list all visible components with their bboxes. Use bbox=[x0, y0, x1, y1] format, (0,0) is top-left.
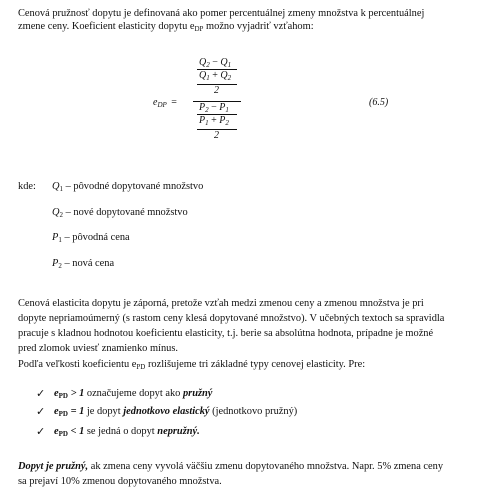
list-item-unit-elastic: $e_{PD} = 1$ je dopyt jednotkovo elastický (jednotkovo pružný) bbox=[54, 406, 298, 418]
para4-line-2: sa prejaví 10% zmenou dopytovaného množstva. bbox=[18, 476, 222, 487]
q-sum: $Q_1 + Q_2$ bbox=[199, 70, 232, 82]
list-item-inelastic: $e_{PD} < 1$ se jedná o dopyt nepružný. bbox=[54, 426, 200, 438]
para4-line-1: Dopyt je pružný, ak zmena ceny vyvolá väčšiu zmenu dopytovaného množstva. Napr. 5% zmena ceny bbox=[18, 461, 444, 472]
equation-number: (6.5) bbox=[369, 97, 389, 108]
list-item-elastic: $e_{PD} > 1$ označujeme dopyt ako pružný bbox=[54, 388, 213, 400]
definition-q2: $Q_2$ – nové dopytované množstvo bbox=[52, 207, 188, 219]
formula-lhs: $e_{DP}$ = bbox=[153, 97, 177, 109]
checkmark-icon: ✓ bbox=[36, 426, 46, 438]
p-two: 2 bbox=[214, 130, 219, 141]
definition-p1: $P_1$ – pôvodná cena bbox=[52, 232, 130, 244]
definitions-label: kde: bbox=[18, 181, 36, 192]
p-sum: $P_1 + P_2$ bbox=[199, 115, 229, 127]
para2-line-3: pracuje s kladnou hodnotou koeficientu elasticity, t.j. berie sa absolútna hodnota, prípadne je možné bbox=[18, 328, 434, 339]
intro-line-1: Cenová pružnosť dopytu je definovaná ako pomer percentuálnej zmeny množstva k percentuálnej bbox=[18, 8, 425, 19]
checkmark-icon: ✓ bbox=[36, 388, 46, 400]
numerator-q-diff: $Q_2 - Q_1$ bbox=[199, 57, 232, 69]
negative-elasticity-paragraph bbox=[18, 296, 472, 356]
intro-line-2: zmene ceny. Koeficient elasticity dopytu $e_{DP}$ možno vyjadriť vzťahom: bbox=[18, 21, 314, 33]
checkmark-icon: ✓ bbox=[36, 406, 46, 418]
types-intro-paragraph: Podľa veľkosti koeficientu $e_{PD}$ rozlišujeme tri základné typy cenovej elasticity. Pre: bbox=[18, 359, 366, 371]
definition-p2: $P_2$ – nová cena bbox=[52, 258, 115, 270]
para2-line-2: dopyte nepriamoúmerný (s rastom ceny klesá dopytované množstvo). V učebných textoch sa spravidla bbox=[18, 313, 445, 324]
para2-line-4: pred zlomok uviesť znamienko mínus. bbox=[18, 343, 178, 354]
para2-line-1: Cenová elasticita dopytu je záporná, pretože vzťah medzi zmenou ceny a zmenou množstva je pri bbox=[18, 298, 424, 309]
elastic-demand-paragraph bbox=[18, 459, 472, 489]
q-two: 2 bbox=[214, 85, 219, 96]
denominator-p-diff: $P_2 - P_1$ bbox=[199, 102, 229, 114]
definition-q1: $Q_1$ – pôvodné dopytované množstvo bbox=[52, 181, 204, 193]
intro-paragraph bbox=[18, 6, 472, 37]
